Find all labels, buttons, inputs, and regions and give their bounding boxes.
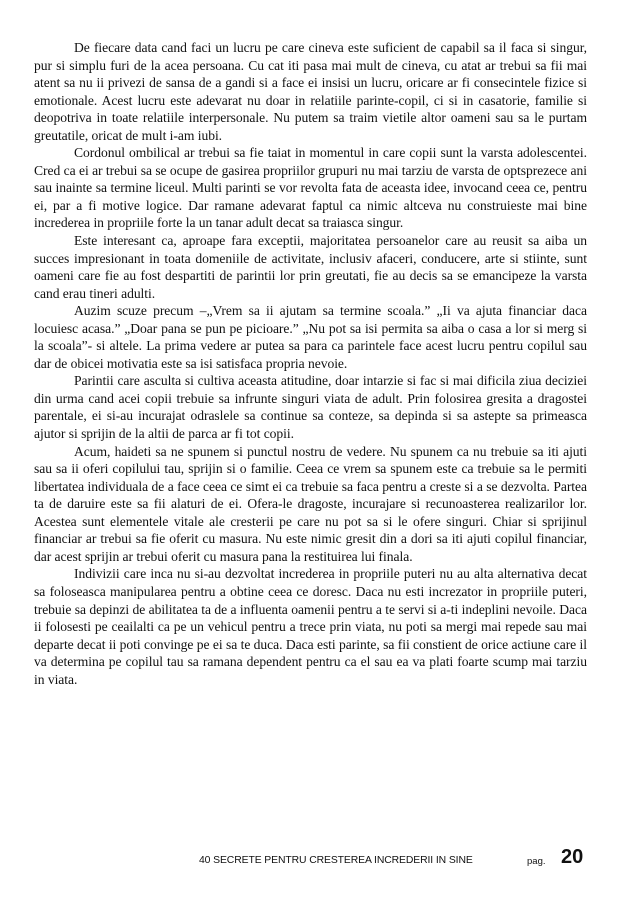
paragraph: Cordonul ombilical ar trebui sa fie taiat in momentul in care copii sunt la varsta adolescentei. Cred ca ei ar trebui sa se ocupe de gasirea propriilor grupuri nu mai tarziu de varsta de optsprezece ani sau inainte sa termine liceul. Multi parinti se vor revolta fata de aceasta idee, invocand ceea ce, pentru ei, par a fi motive logice. Dar ramane adevarat faptul ca nimic altceva nu construieste mai bine increderea in propriile forte la un tanar adult decat sa traiasca singur. bbox=[34, 145, 587, 231]
paragraph: Parintii care asculta si cultiva aceasta atitudine, doar intarzie si fac si mai dificila ziua deciziei din urma cand acei copii trebuie sa infrunte singuri viata de adult. Prin folosirea gresita a dragostei parentale, ei si-au incurajat odraslele sa continue sa conteze, sa depinda si sa astepte sa primeasca ajutor si sprijin de la altii de parca ar fi tot copii. bbox=[34, 373, 587, 442]
footer-book-title: 40 SECRETE PENTRU CRESTEREA INCREDERII IN SINE bbox=[199, 855, 473, 866]
page-footer bbox=[0, 848, 638, 870]
page-body bbox=[34, 39, 587, 688]
paragraph: De fiecare data cand faci un lucru pe care cineva este suficient de capabil sa il faca si singur, pur si simplu furi de la acea persoana. Cu cat iti pasa mai mult de cineva, cu atat ar trebui sa fii mai atent sa nu ii privezi de sansa de a gandi si a face ei insisi un lucru, oricare ar fi consecintele fizice si emotionale. Acest lucru este adevarat nu doar in relatiile parinte-copil, ci si in casatorie, familie si deopotriva in toate relatiile interpersonale. Nu putem sa traim vietile altor oameni sau sa le purtam greutatile, oricat de mult i-am iubi. bbox=[34, 40, 587, 143]
paragraph: Auzim scuze precum –„Vrem sa ii ajutam sa termine scoala.” „Ii va ajuta financiar daca locuiesc acasa.” „Doar pana se pun pe picioare.” „Nu pot sa isi permita sa aiba o casa a lor si merg si la scoala”- si altele. La prima vedere ar putea sa para ca parintele face acest lucru pentru copilul sau dar de obicei motivatia este sa isi satisfaca propria nevoie. bbox=[34, 303, 587, 371]
paragraph: Acum, haideti sa ne spunem si punctul nostru de vedere. Nu spunem ca nu trebuie sa iti ajuti sau sa ii oferi copilului tau, sprijin si o familie. Ceea ce vrem sa spunem este ca trebuie sa le permiti libertatea individuala de a face ceea ce simt ei ca trebuie sa faca pentru a creste si a se dezvolta. Partea ta de daruire este sa fii alaturi de ei. Ofera-le dragoste, incurajare si recunoasterea realizarilor lor. Acestea sunt elementele vitale ale cresterii pe care nu pot sa si le ofere singuri. Chiar si sprijinul financiar ar trebui sa fie oferit cu masura. Nu este nimic gresit din a dori sa iti ajuti copilul financiar, dar acest sprijin ar trebui oferit cu masura pana la restituirea lui finala. bbox=[34, 443, 587, 564]
paragraph: Indivizii care inca nu si-au dezvoltat increderea in propriile puteri nu au alta alternativa decat sa foloseasca manipularea pentru a obtine ceea ce doresc. Daca nu esti increzator in propriile puteri, trebuie sa depinzi de abilitatea ta de a influenta oamenii pentru a te servi si a-ti indeplini nevoile. Daca ii folosesti pe ceailalti ca pe un vehicul pentru a trece prin viata, nu poti sa mergi mai repede sau mai departe decat ii poti convinge pe ei sa te duca. Daca esti parinte, sa fii constient de orice actiune care il va determina pe copilul tau sa ramana dependent pentru ca el sau ea va plati foarte scump mai tarziu in viata. bbox=[34, 566, 587, 687]
footer-page-label: pag. bbox=[527, 856, 546, 867]
paragraph: Este interesant ca, aproape fara exceptii, majoritatea persoanelor care au reusit sa aiba un succes impresionant in toata domeniile de activitate, inclusiv afaceri, conducere, arte si stiinte, sunt oameni care fie au fost despartiti de parintii lor prin greutati, fie au decis sa se emancipeze la varsta cand erau tineri adulti. bbox=[34, 233, 587, 301]
footer-page-number: 20 bbox=[561, 846, 584, 868]
